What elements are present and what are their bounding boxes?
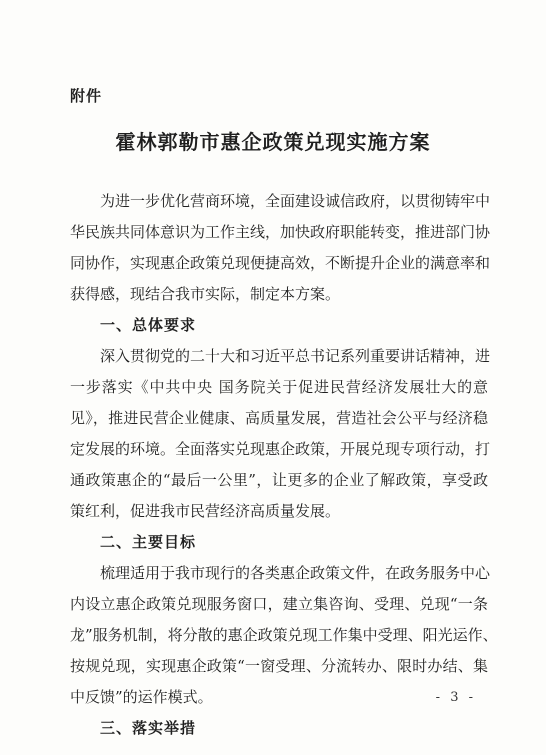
section1-line: 定发展的环境。全面落实兑现惠企政策，开展兑现专项行动，打 [70,440,491,458]
section1-line: 通政策惠企的“最后一公里”，让更多的企业了解政策，享受政 [70,471,488,489]
section2-line: 梳理适用于我市现行的各类惠企政策文件，在政务服务中心 [100,564,491,582]
attachment-label: 附件 [70,87,103,105]
section1-line: 见》，推进民营企业健康、高质量发展，营造社会公平与经济稳 [70,409,488,427]
section-heading-overall-requirements: 一、总体要求 [100,316,197,334]
section2-line: 按规兑现，实现惠企政策“一窗受理、分流转办、限时办结、集 [70,657,488,675]
document-title: 霍林郭勒市惠企政策兑现实施方案 [115,130,431,154]
section1-line: 一步落实《中共中央 国务院关于促进民营经济发展壮大的意 [70,378,488,396]
section2-line: 中反馈”的运作模式。 [70,688,213,706]
intro-line: 获得感，现结合我市实际，制定本方案。 [70,285,341,303]
section2-line: 龙”服务机制，将分散的惠企政策兑现工作集中受理、阳光运作、 [70,626,498,644]
section-heading-main-goals: 二、主要目标 [100,533,197,551]
section1-line: 深入贯彻党的二十大和习近平总书记系列重要讲话精神，进 [100,347,491,365]
section1-line: 策红利，促进我市民营经济高质量发展。 [70,502,341,520]
section2-line: 内设立惠企政策兑现服务窗口，建立集咨询、受理、兑现“一条 [70,595,488,613]
section-heading-implementation-measures: 三、落实举措 [100,719,197,737]
page-number: - 3 - [435,690,476,705]
document-body [70,186,498,744]
intro-line: 同协作，实现惠企政策兑现便捷高效，不断提升企业的满意率和 [70,254,491,272]
intro-line: 为进一步优化营商环境，全面建设诚信政府，以贯彻铸牢中 [100,192,491,210]
intro-line: 华民族共同体意识为工作主线，加快政府职能转变，推进部门协 [70,223,491,241]
